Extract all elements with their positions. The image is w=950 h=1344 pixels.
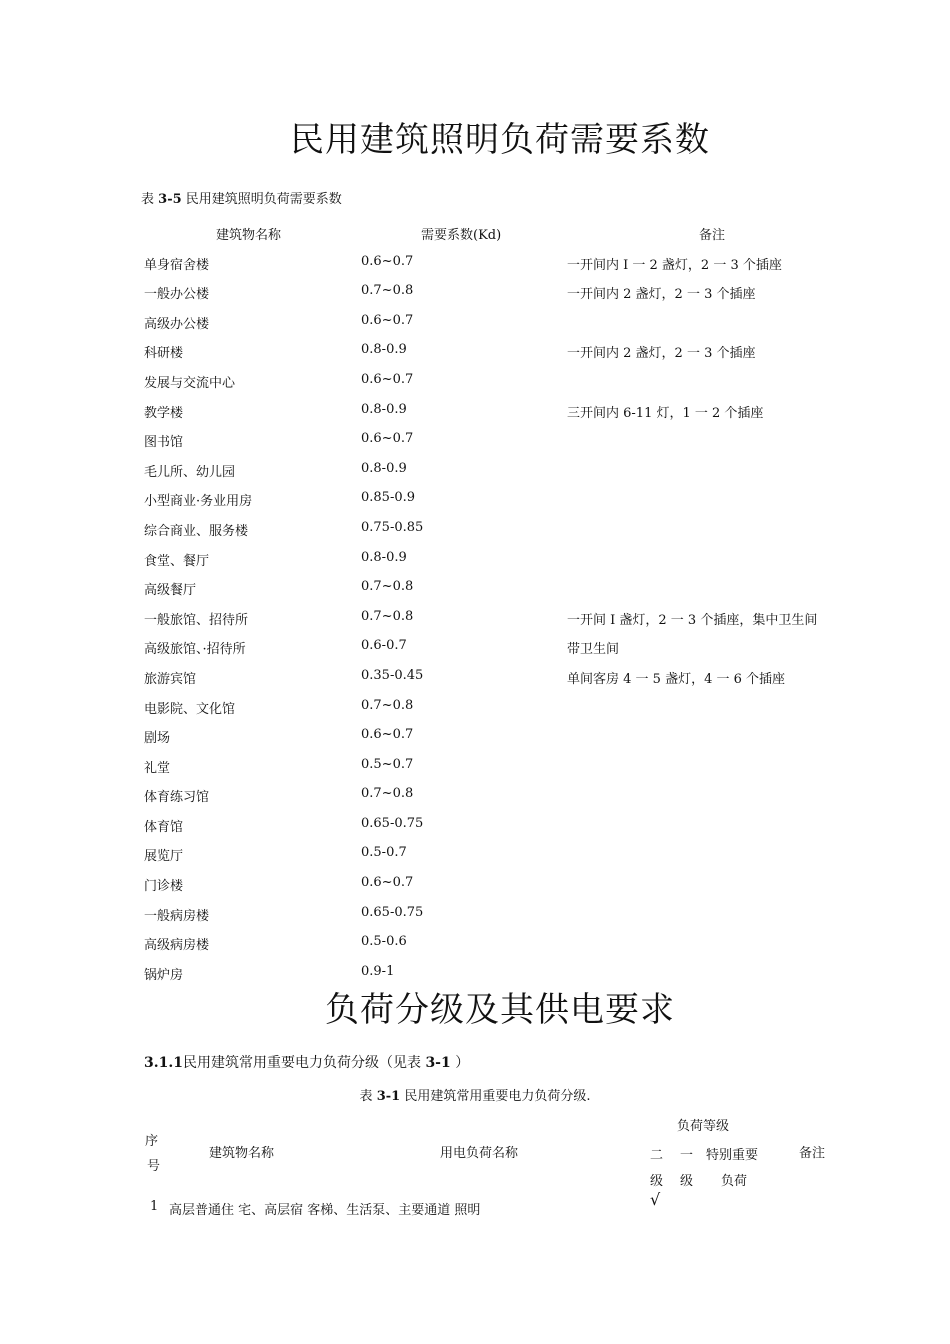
header-building-name: 建筑物名称	[209, 1146, 275, 1161]
cell-remarks: 一开间内 I 一 2 盏灯，2 一 3 个插座	[567, 257, 782, 273]
cell-building-name: 体育馆	[144, 819, 184, 835]
table-row	[141, 839, 861, 869]
cell-demand-coefficient: 0.65-0.75	[361, 904, 424, 920]
table-row	[141, 751, 861, 781]
table-row	[141, 928, 861, 958]
header-special: 特别重要	[706, 1148, 759, 1163]
cell-building-name: 高级旅馆、·招待所	[144, 642, 246, 658]
cell-demand-coefficient: 0.75-0.85	[361, 519, 424, 535]
cell-demand-coefficient: 0.6~0.7	[361, 253, 414, 269]
header-remarks: 备注	[799, 1146, 826, 1161]
table-row	[141, 780, 861, 810]
cell-building-name: 礼堂	[144, 760, 171, 776]
cell-demand-coefficient: 0.6~0.7	[361, 431, 414, 447]
cell-demand-coefficient: 0.7~0.8	[361, 697, 414, 713]
cell-building-name: 旅游宾馆	[144, 671, 197, 687]
cell-remarks: 单间客房 4 一 5 盏灯，4 一 6 个插座	[567, 671, 786, 687]
table-row	[141, 810, 861, 840]
cell-remarks: 一开间 I 盏灯，2 一 3 个插座，集中卫生间	[567, 612, 818, 628]
cell-demand-coefficient: 0.7~0.8	[361, 608, 414, 624]
header-level2: 级	[650, 1174, 664, 1189]
lighting-demand-table	[141, 218, 861, 987]
table-row	[141, 662, 861, 692]
section-text: 民用建筑常用重要电力负荷分级（见表	[182, 1055, 421, 1071]
table-row	[141, 455, 861, 485]
section-title: 负荷分级及其供电要求	[325, 990, 675, 1030]
header-level1: 一	[680, 1148, 694, 1163]
table-row	[141, 248, 861, 278]
cell-building-name: 科研楼	[144, 346, 184, 362]
cell-demand-coefficient: 0.8-0.9	[361, 342, 407, 358]
table-row	[141, 899, 861, 929]
cell-demand-coefficient: 0.5-0.6	[361, 934, 407, 950]
page-title: 民用建筑照明负荷需要系数	[290, 120, 710, 160]
section-table-ref: 3-1	[425, 1055, 451, 1071]
cell-building-name: 单身宿舍楼	[144, 257, 210, 273]
cell-demand-coefficient: 0.7~0.8	[361, 786, 414, 802]
header-load-name: 用电负荷名称	[440, 1146, 519, 1161]
table-row	[141, 307, 861, 337]
caption-prefix: 表	[359, 1089, 373, 1104]
table-row-text: 高层普通住 宅、高层宿 客梯、生活泵、主要通道 照明	[169, 1203, 481, 1218]
table-row	[141, 366, 861, 396]
caption-prefix: 表	[141, 192, 155, 207]
cell-building-name: 剧场	[144, 731, 171, 747]
cell-demand-coefficient: 0.5-0.7	[361, 845, 407, 861]
table-row	[141, 544, 861, 574]
cell-building-name: 高级病房楼	[144, 938, 210, 954]
table-row	[141, 396, 861, 426]
cell-demand-coefficient: 0.35-0.45	[361, 667, 424, 683]
cell-remarks: 带卫生间	[567, 642, 620, 658]
cell-building-name: 毛儿所、幼儿园	[144, 464, 236, 480]
cell-demand-coefficient: 0.6~0.7	[361, 727, 414, 743]
table-caption	[141, 188, 342, 207]
cell-building-name: 教学楼	[144, 405, 184, 421]
checkmark-icon: √	[650, 1190, 661, 1209]
cell-demand-coefficient: 0.6~0.7	[361, 312, 414, 328]
table-caption	[0, 1085, 950, 1104]
cell-remarks: 一开间内 2 盏灯，2 一 3 个插座	[567, 287, 756, 303]
table-row	[141, 277, 861, 307]
section-number: 3.1.1	[144, 1055, 183, 1071]
cell-building-name: 体育练习馆	[144, 790, 210, 806]
cell-building-name: 一般办公楼	[144, 287, 210, 303]
cell-demand-coefficient: 0.9-1	[361, 963, 395, 979]
header-seq: 序	[145, 1134, 159, 1149]
header-special: 负荷	[721, 1174, 748, 1189]
cell-building-name: 小型商业·务业用房	[144, 494, 253, 510]
table-row	[141, 336, 861, 366]
table-row	[141, 484, 861, 514]
cell-demand-coefficient: 0.65-0.75	[361, 815, 424, 831]
table-row	[141, 721, 861, 751]
cell-building-name: 高级餐厅	[144, 583, 197, 599]
cell-building-name: 一般病房楼	[144, 908, 210, 924]
table-row	[141, 632, 861, 662]
header-level2: 二	[650, 1148, 664, 1163]
cell-building-name: 图书馆	[144, 435, 184, 451]
header-building-name: 建筑物名称	[216, 228, 282, 243]
table-header-row	[141, 218, 861, 248]
table-row	[141, 603, 861, 633]
section-heading	[144, 1052, 469, 1072]
table-row	[141, 573, 861, 603]
header-demand-coefficient: 需要系数(Kd)	[421, 228, 502, 243]
table-row	[141, 425, 861, 455]
header-load-level: 负荷等级	[677, 1119, 730, 1134]
cell-remarks: 一开间内 2 盏灯，2 一 3 个插座	[567, 346, 756, 362]
cell-demand-coefficient: 0.7~0.8	[361, 283, 414, 299]
caption-text: 民用建筑照明负荷需要系数	[185, 192, 342, 207]
cell-building-name: 门诊楼	[144, 879, 184, 895]
cell-demand-coefficient: 0.8-0.9	[361, 460, 407, 476]
cell-demand-coefficient: 0.6-0.7	[361, 638, 407, 654]
cell-demand-coefficient: 0.8-0.9	[361, 401, 407, 417]
cell-demand-coefficient: 0.6~0.7	[361, 371, 414, 387]
cell-building-name: 锅炉房	[144, 967, 184, 983]
cell-building-name: 发展与交流中心	[144, 375, 236, 391]
cell-demand-coefficient: 0.7~0.8	[361, 579, 414, 595]
cell-remarks: 三开间内 6-11 灯，1 一 2 个插座	[567, 405, 764, 421]
header-remarks: 备注	[699, 228, 726, 243]
cell-building-name: 展览厅	[144, 849, 184, 865]
table-row	[141, 514, 861, 544]
caption-number: 3-5	[158, 192, 182, 207]
cell-building-name: 食堂、餐厅	[144, 553, 210, 569]
cell-demand-coefficient: 0.85-0.9	[361, 490, 416, 506]
cell-building-name: 高级办公楼	[144, 316, 210, 332]
cell-building-name: 电影院、文化馆	[144, 701, 236, 717]
cell-demand-coefficient: 0.8-0.9	[361, 549, 407, 565]
header-level1: 级	[680, 1174, 694, 1189]
caption-number: 3-1	[376, 1089, 401, 1104]
header-seq: 号	[147, 1159, 161, 1174]
table-row-seq: 1	[150, 1199, 159, 1214]
cell-demand-coefficient: 0.5~0.7	[361, 756, 414, 772]
cell-building-name: 一般旅馆、招待所	[144, 612, 249, 628]
cell-demand-coefficient: 0.6~0.7	[361, 875, 414, 891]
section-close: ）	[455, 1055, 470, 1071]
table-row	[141, 869, 861, 899]
cell-building-name: 综合商业、服务楼	[144, 523, 249, 539]
table-row	[141, 692, 861, 722]
caption-text: 民用建筑常用重要电力负荷分级.	[404, 1089, 591, 1104]
